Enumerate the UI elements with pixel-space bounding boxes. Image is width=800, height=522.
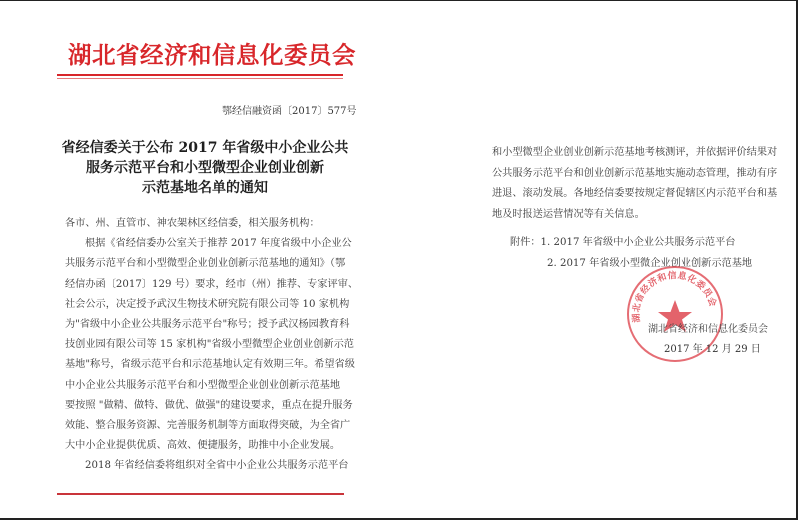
header-red-rule-thin <box>57 78 343 79</box>
body-line: 要按照 "做精、做特、做优、做强"的建设要求，重点在提升服务 <box>65 399 353 411</box>
issuer-signature: 湖北省经济和信息化委员会 <box>648 324 768 335</box>
document-body <box>65 214 359 477</box>
body-line: 经信办函〔2017〕129 号）要求，经市（州）推荐、专家评审、 <box>65 278 359 290</box>
body-line: 公共服务示范平台和创业创新示范基地实施动态管理，推动有序 <box>492 167 778 179</box>
document-body-continued <box>492 143 792 225</box>
continuation-line: 2018 年省经信委将组织对全省中小企业公共服务示范平台 <box>85 460 349 472</box>
title-line: 省经信委关于公布 2017 年省级中小企业公共 <box>61 140 349 156</box>
body-line: 进退、滚动发展。各地经信委要按规定督促辖区内示范平台和基 <box>492 188 778 199</box>
footer-red-rule <box>57 493 344 495</box>
document-number: 鄂经信融资函〔2017〕577号 <box>222 106 357 117</box>
title-line: 服务示范平台和小型微型企业创业创新 <box>86 160 324 176</box>
body-line: 社会公示，决定授予武汉生物技术研究院有限公司等 10 家机构 <box>65 298 350 310</box>
title-line: 示范基地名单的通知 <box>142 180 268 196</box>
organization-header: 湖北省经济和信息化委员会 <box>68 41 356 69</box>
issue-date: 2017 年 12 月 29 日 <box>664 344 761 355</box>
document-page-2 <box>420 0 800 522</box>
body-line: 中小企业公共服务示范平台和小型微型企业创业创新示范基地 <box>65 379 341 391</box>
body-line: 基地"称号，省级示范平台和示范基地认定有效期三年。希望省级 <box>65 359 355 371</box>
body-line: 地及时报送运营情况等有关信息。 <box>492 208 645 220</box>
body-line: 为"省级中小企业公共服务示范平台"称号；授予武汉杨园教育科 <box>65 319 350 331</box>
document-title <box>60 138 350 198</box>
body-line: 效能、整合服务资源、完善服务机制等方面取得突破，为全省广 <box>65 420 351 432</box>
body-line: 根据《省经信委办公室关于推荐 2017 年度省级中小企业公 <box>85 238 352 250</box>
body-line: 共服务示范平台和小型微型企业创业创新示范基地的通知》（鄂 <box>65 258 346 270</box>
body-line: 大中小企业提供优质、高效、便捷服务，助推中小企业发展。 <box>65 440 341 452</box>
svg-text:湖北省经济和信息化委员会: 湖北省经济和信息化委员会 <box>631 270 718 323</box>
body-line: 和小型微型企业创业创新示范基地考核测评，并依据评价结果对 <box>492 147 778 158</box>
body-line: 技创业园有限公司等 15 家机构"省级小型微型企业创业创新示范 <box>65 339 354 351</box>
document-page-1 <box>0 0 390 522</box>
salutation: 各市、州、直管市、神农架林区经信委，相关服务机构： <box>65 218 320 229</box>
attachment-item: 附件：1. 2017 年省级中小企业公共服务示范平台 <box>510 237 736 248</box>
header-red-rule <box>57 74 343 76</box>
attachment-item: 2. 2017 年省级小型微企业创业创新示范基地 <box>547 257 753 269</box>
